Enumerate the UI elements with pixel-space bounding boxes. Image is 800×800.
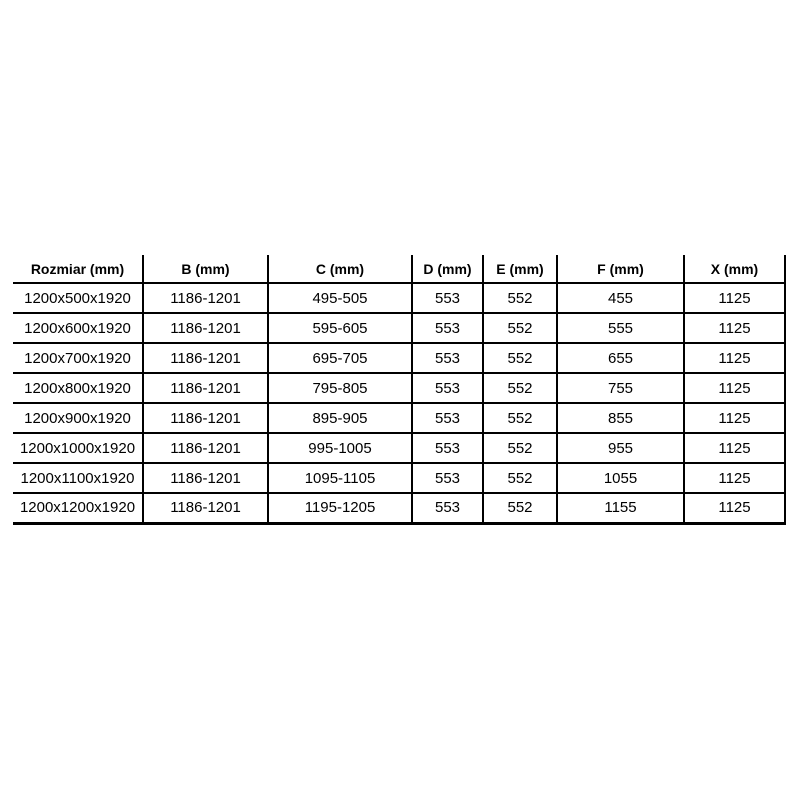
- table-cell: 553: [412, 343, 483, 373]
- table-cell: 552: [483, 343, 557, 373]
- table-cell: 553: [412, 403, 483, 433]
- table-cell: 1186-1201: [143, 433, 268, 463]
- table-row: [13, 283, 785, 313]
- table-cell: 1155: [557, 493, 684, 523]
- table-cell: 1095-1105: [268, 463, 412, 493]
- column-header-4: E (mm): [483, 255, 557, 283]
- table-cell: 1200x1200x1920: [13, 493, 143, 523]
- table-cell: 855: [557, 403, 684, 433]
- table-cell: 553: [412, 463, 483, 493]
- table-cell: 553: [412, 433, 483, 463]
- table-cell: 552: [483, 433, 557, 463]
- table-row: [13, 493, 785, 523]
- column-header-3: D (mm): [412, 255, 483, 283]
- table-body: [13, 283, 785, 523]
- table-cell: 552: [483, 403, 557, 433]
- table-cell: 1200x700x1920: [13, 343, 143, 373]
- table-cell: 1125: [684, 313, 785, 343]
- table-cell: 1055: [557, 463, 684, 493]
- table-row: [13, 433, 785, 463]
- column-header-0: Rozmiar (mm): [13, 255, 143, 283]
- table-row: [13, 403, 785, 433]
- column-header-2: C (mm): [268, 255, 412, 283]
- table-cell: 1125: [684, 403, 785, 433]
- table-cell: 552: [483, 493, 557, 523]
- table-header: [13, 255, 785, 283]
- table-cell: 755: [557, 373, 684, 403]
- table-cell: 955: [557, 433, 684, 463]
- table-cell: 1186-1201: [143, 283, 268, 313]
- column-header-5: F (mm): [557, 255, 684, 283]
- table-cell: 1186-1201: [143, 373, 268, 403]
- table-cell: 1125: [684, 343, 785, 373]
- table-cell: 553: [412, 493, 483, 523]
- table-cell: 1186-1201: [143, 313, 268, 343]
- table-cell: 655: [557, 343, 684, 373]
- table-row: [13, 373, 785, 403]
- table-cell: 553: [412, 313, 483, 343]
- table-cell: 1186-1201: [143, 493, 268, 523]
- column-header-6: X (mm): [684, 255, 785, 283]
- table-cell: 553: [412, 283, 483, 313]
- table-cell: 895-905: [268, 403, 412, 433]
- table-row: [13, 463, 785, 493]
- table-cell: 1200x600x1920: [13, 313, 143, 343]
- table-cell: 495-505: [268, 283, 412, 313]
- dimensions-table: [13, 255, 786, 525]
- table-cell: 1195-1205: [268, 493, 412, 523]
- table-row: [13, 313, 785, 343]
- table-cell: 1200x900x1920: [13, 403, 143, 433]
- table-cell: 1125: [684, 373, 785, 403]
- table-cell: 595-605: [268, 313, 412, 343]
- table-cell: 1125: [684, 283, 785, 313]
- table-cell: 995-1005: [268, 433, 412, 463]
- table-cell: 695-705: [268, 343, 412, 373]
- table-cell: 1186-1201: [143, 343, 268, 373]
- table-cell: 552: [483, 283, 557, 313]
- table-cell: 555: [557, 313, 684, 343]
- table-row: [13, 343, 785, 373]
- table-cell: 552: [483, 463, 557, 493]
- table-cell: 795-805: [268, 373, 412, 403]
- table-cell: 1200x1100x1920: [13, 463, 143, 493]
- table-cell: 552: [483, 373, 557, 403]
- table-cell: 1186-1201: [143, 463, 268, 493]
- column-header-1: B (mm): [143, 255, 268, 283]
- dimensions-table-container: [13, 255, 786, 525]
- table-cell: 552: [483, 313, 557, 343]
- table-cell: 455: [557, 283, 684, 313]
- table-header-row: [13, 255, 785, 283]
- table-cell: 1200x800x1920: [13, 373, 143, 403]
- table-cell: 1125: [684, 463, 785, 493]
- table-cell: 1125: [684, 493, 785, 523]
- table-cell: 1200x500x1920: [13, 283, 143, 313]
- table-cell: 553: [412, 373, 483, 403]
- table-cell: 1200x1000x1920: [13, 433, 143, 463]
- table-cell: 1186-1201: [143, 403, 268, 433]
- table-cell: 1125: [684, 433, 785, 463]
